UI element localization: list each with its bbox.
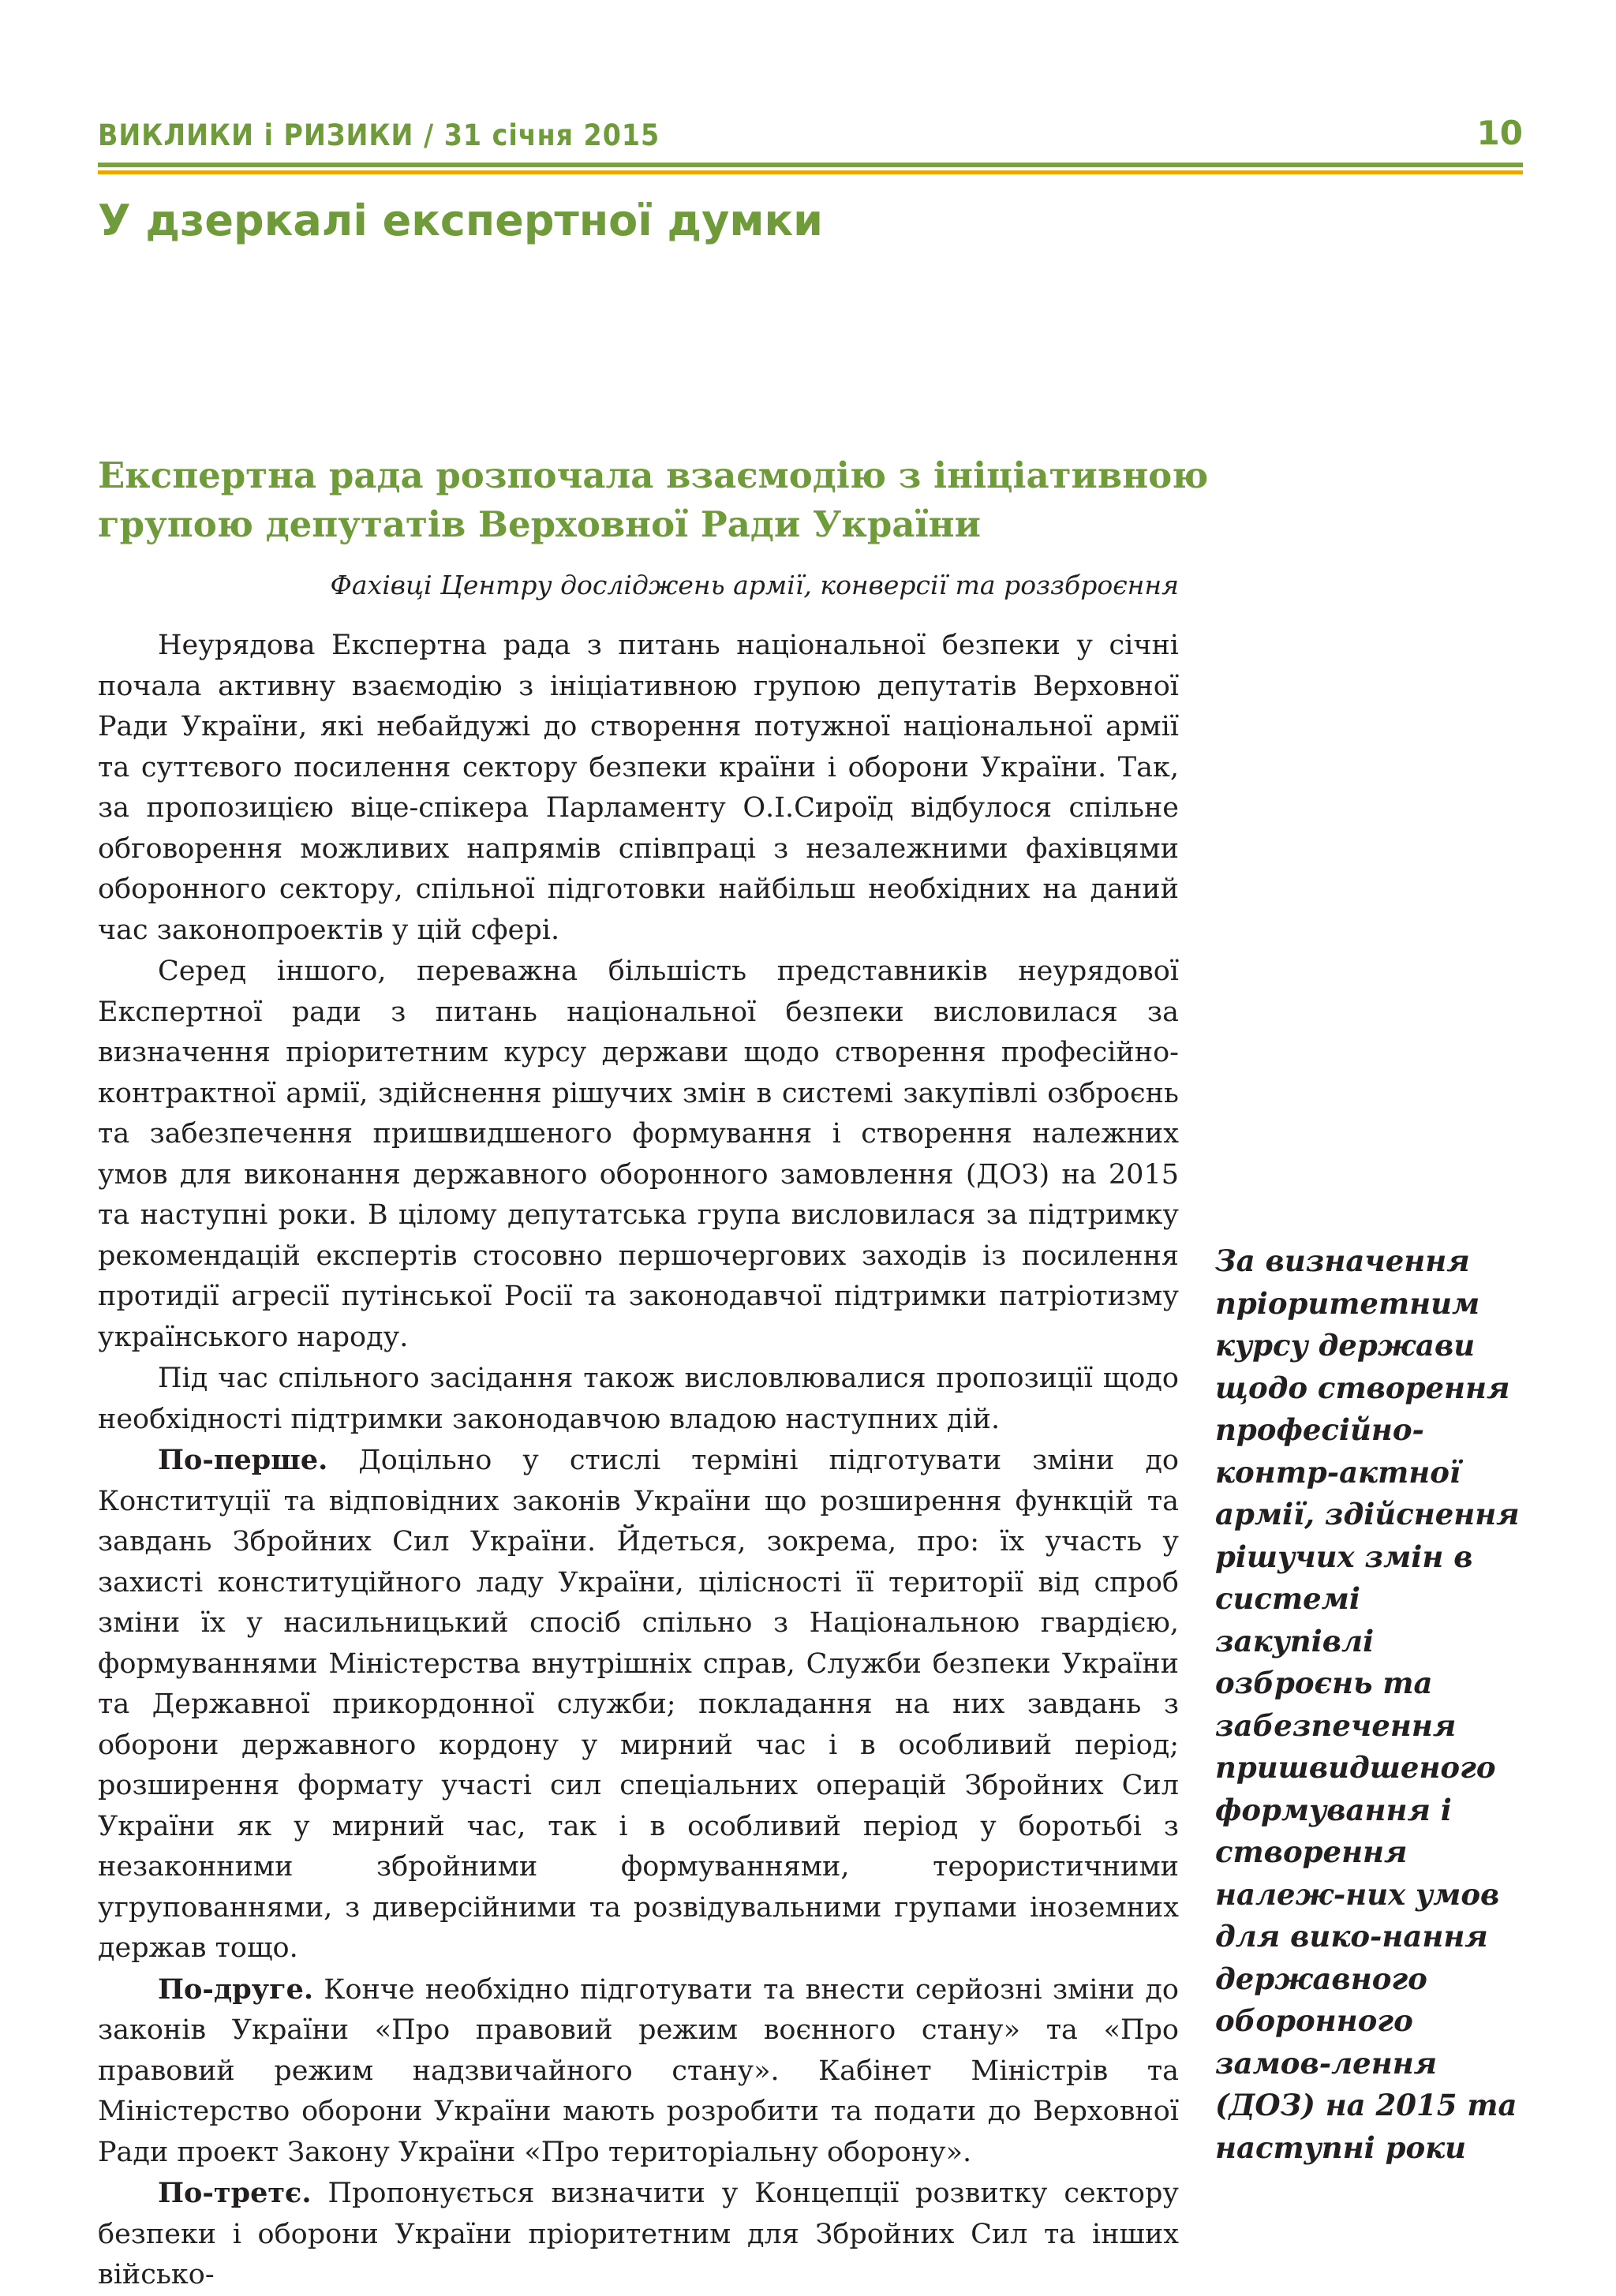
paragraph-lead: По-третє.	[158, 2177, 312, 2209]
page-number: 10	[1476, 114, 1523, 152]
paragraph-text: Доцільно у стислі терміні підготувати зміни до Конституції та відповідних законів України що розширення функцій та завдань Збройних Сил України. Йдеться, зокрема, про: їх участь у захисті конституційного ладу України, цілісності її території від спроб зміни їх у насильницький спосіб спільно з Національною гвардією, формуваннями Міністерства внутрішніх справ, Служби безпеки України та Державної прикордонної служби; покладання на них завдань з оборони державного кордону у мирний час і в особливий період; розширення формату участі сил спеціальних операцій Збройних Сил України як у мирний час, так і в особливий період у боротьбі з незаконними збройними формуваннями, терористичними угрупованнями, з диверсійними та розвідувальними групами іноземних держав тощо.	[98, 1445, 1179, 1964]
article-body	[98, 625, 1179, 2296]
paragraph-lead: По-друге.	[158, 1973, 314, 2006]
article-byline: Фахівці Центру досліджень армії, конверсії та роззброєння	[330, 570, 1179, 600]
paragraph-text: Серед іншого, переважна більшість представників неурядової Експертної ради з питань національної безпеки висловилася за визначення пріоритетним курсу держави щодо створення професійно-контрактної армії, здійснення рішучих змін в системі закупівлі озброєнь та забезпечення пришвидшеного формування і створення належних умов для виконання державного оборонного замовлення (ДОЗ) на 2015 та наступні роки. В цілому депутатська група висловилася за підтримку рекомендацій експертів стосовно першочергових заходів із посилення протидії агресії путінської Росії та законодавчої підтримки патріотизму українського народу.	[98, 955, 1179, 1353]
paragraph-text: Пропонується визначити у Концепції розвитку сектору безпеки і оборони України пріоритетним для Збройних Сил та інших військо-	[98, 2178, 1179, 2290]
header-title: ВИКЛИКИ і РИЗИКИ / 31 січня 2015	[98, 118, 660, 152]
paragraph	[98, 2173, 1179, 2296]
paragraph	[98, 1969, 1179, 2174]
article-title: Експертна рада розпочала взаємодію з ініціативною групою депутатів Верховної Ради України	[98, 454, 1209, 545]
paragraph	[98, 1440, 1179, 1969]
paragraph	[98, 951, 1179, 1358]
paragraph-lead: По-перше.	[158, 1444, 328, 1476]
pull-quote: За визначення пріоритетним курсу держави щодо створення професійно-контр-актної армії, здійснення рішучих змін в системі закупівлі озброєнь та забезпечення пришвидшеного формування і створення належ-них умов для вико-нання державного оборонного замов-лення (ДОЗ) на 2015 та наступні роки	[1215, 1243, 1520, 2165]
paragraph	[98, 1358, 1179, 1440]
paragraph-text: Під час спільного засідання також висловлювалися пропозиції щодо необхідності підтримки законодавчою владою наступних дій.	[98, 1363, 1179, 1435]
paragraph-text: Конче необхідно підготувати та внести серйозні зміни до законів України «Про правовий режим воєнного стану» та «Про правовий режим надзвичайного стану». Кабінет Міністрів та Міністерство оборони України мають розробити та подати до Верховної Ради проект Закону України «Про територіальну оборону».	[98, 1973, 1179, 2168]
header-rule-orange	[98, 170, 1523, 174]
paragraph	[98, 625, 1179, 951]
section-title: У дзеркалі експертної думки	[98, 196, 823, 245]
header-rule-green	[98, 163, 1523, 167]
paragraph-text: Неурядова Експертна рада з питань національної безпеки у січні почала активну взаємодію з ініціативною групою депутатів Верховної Ради України, які небайдужі до створення потужної національної армії та суттєвого посилення сектору безпеки країни і оборони України. Так, за пропозицією віце-спікера Парламенту О.І.Сироїд відбулося спільне обговорення можливих напрямів співпраці з незалежними фахівцями оборонного сектору, спільної підготовки найбільш необхідних на даний час законопроектів у цій сфері.	[98, 630, 1179, 946]
